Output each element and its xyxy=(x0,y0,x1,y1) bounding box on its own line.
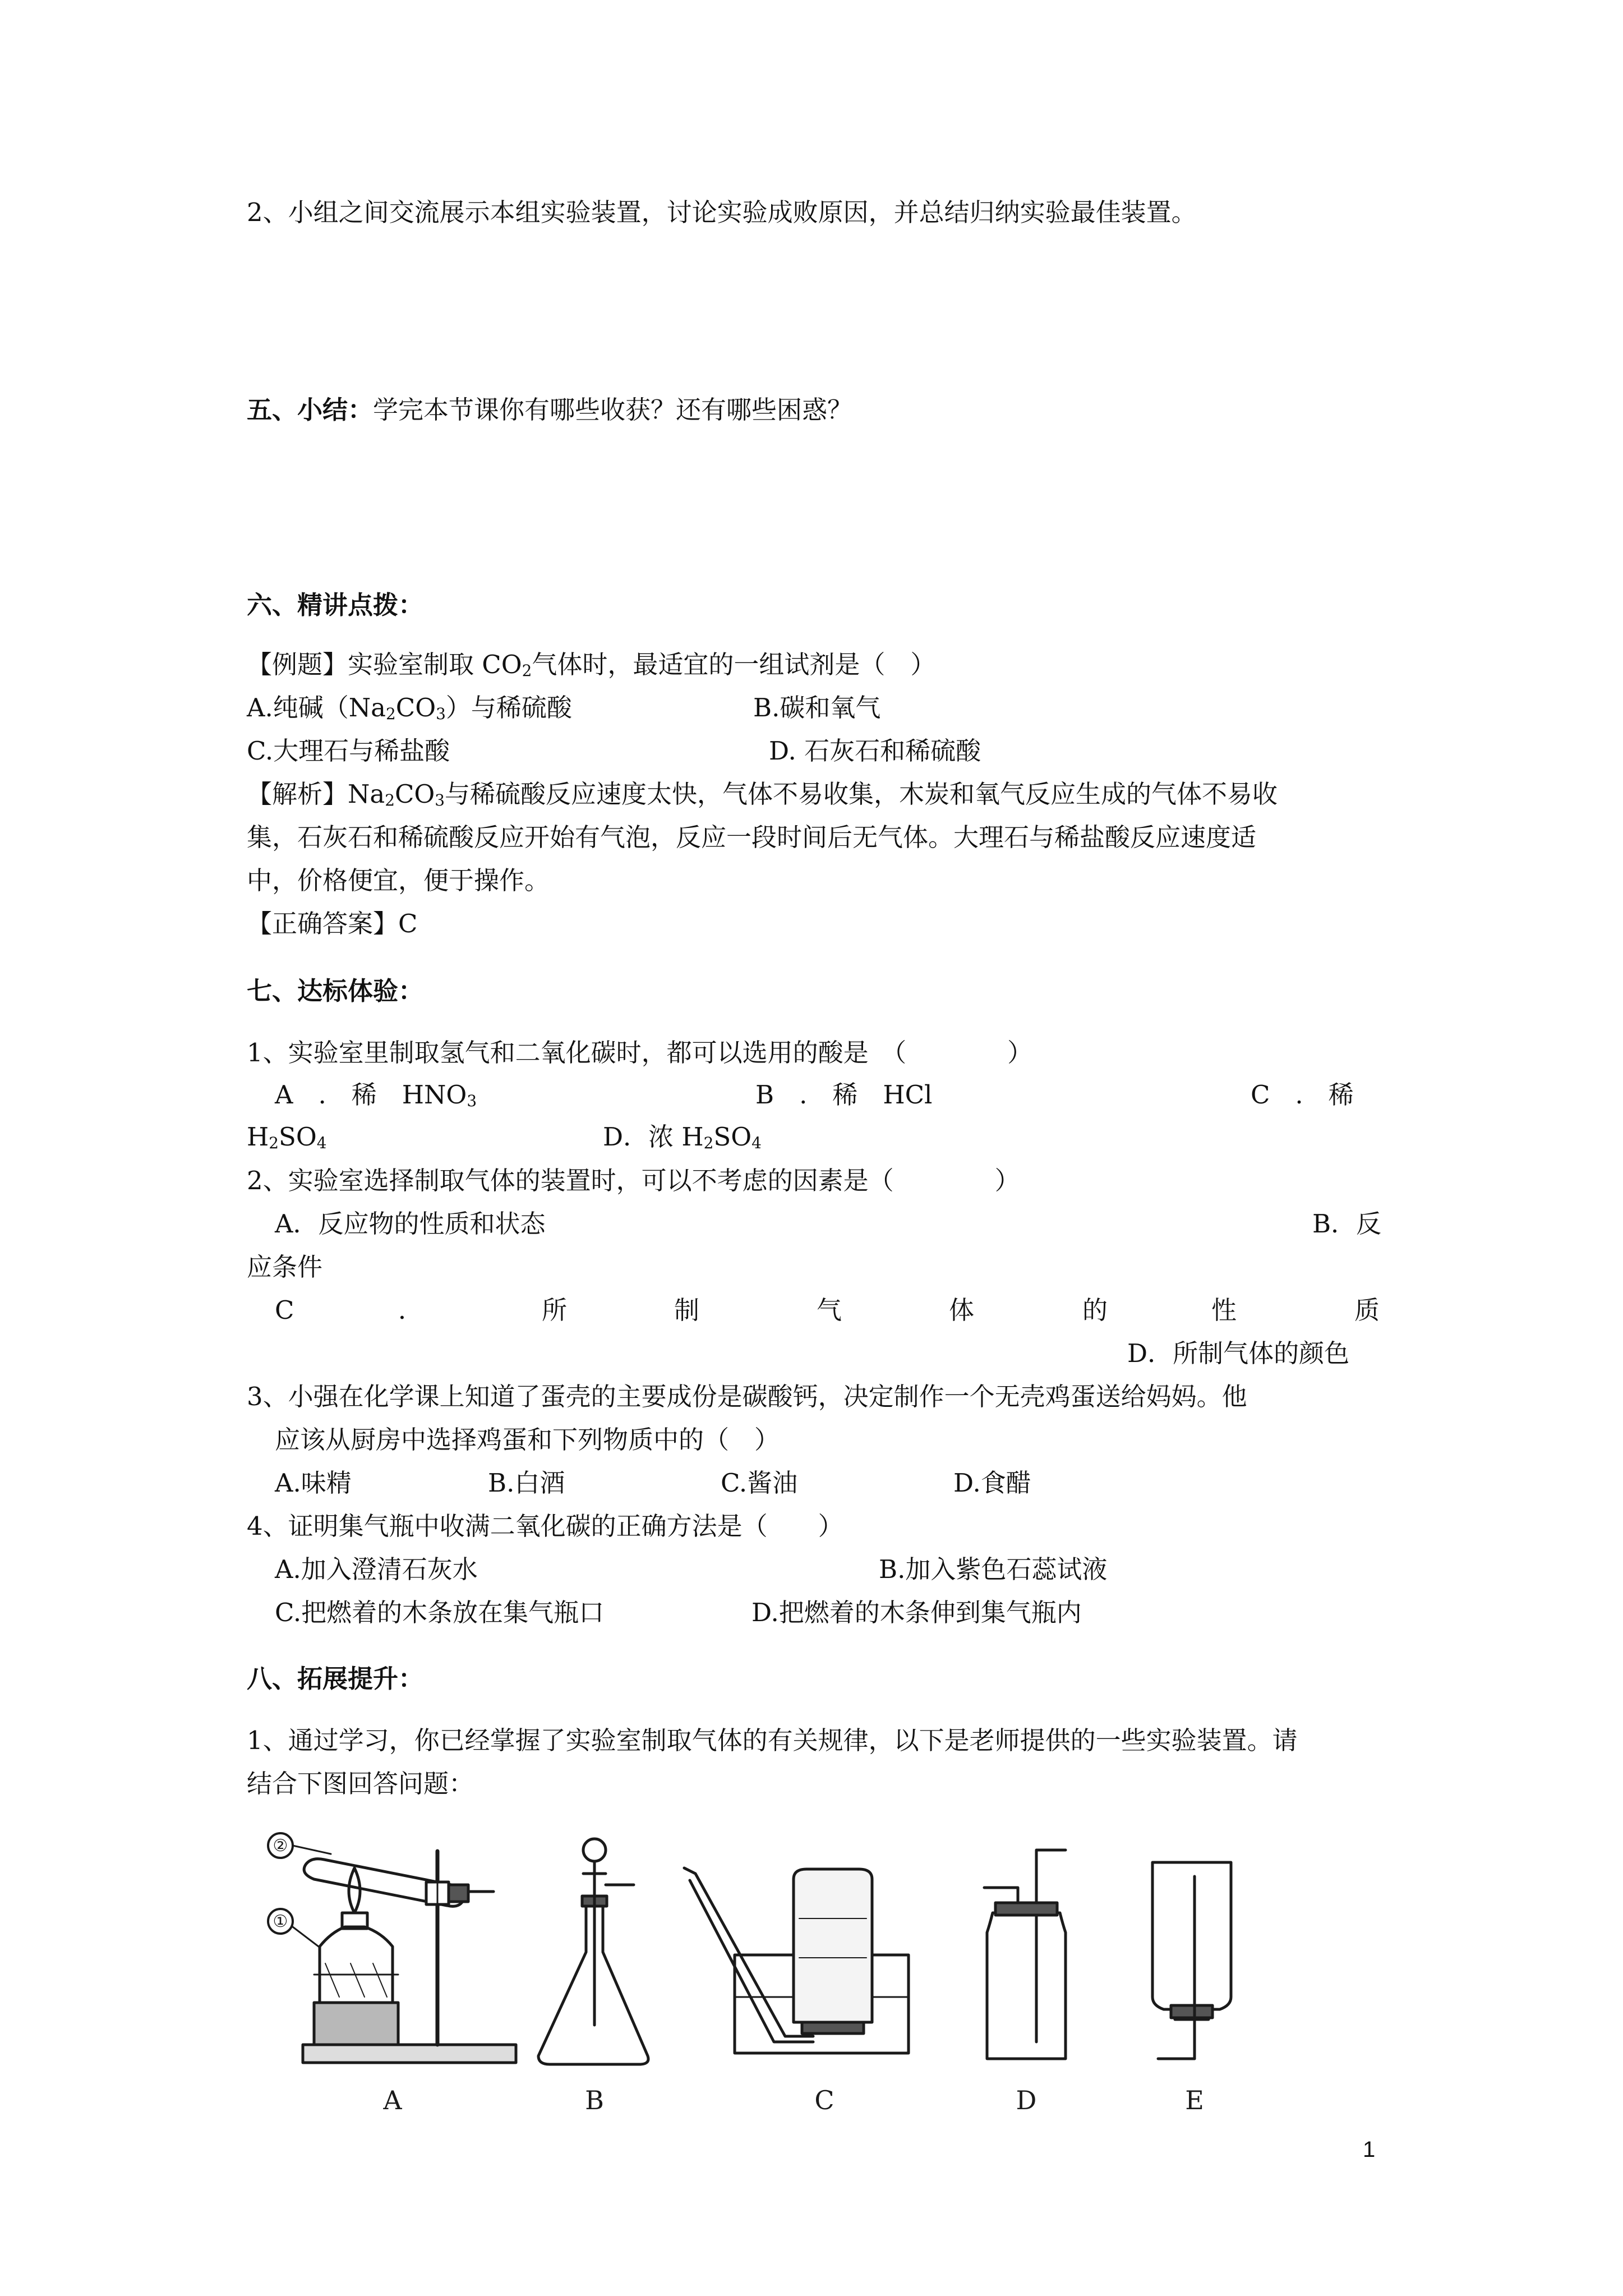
practice-q3-option-a: A.味精 xyxy=(275,1468,352,1498)
example-question-text: 【例题】实验室制取 CO xyxy=(247,650,522,679)
subscript: 2 xyxy=(269,1134,279,1153)
analysis-text: 与稀硫酸反应速度太快，气体不易收集，木炭和氧气反应生成的气体不易收 xyxy=(445,779,1278,809)
label-a: A xyxy=(383,2085,402,2115)
page-number: 1 xyxy=(1363,2137,1376,2162)
apparatus-c xyxy=(684,1868,909,2115)
label-e: E xyxy=(1185,2085,1204,2115)
correct-answer: 【正确答案】C xyxy=(247,909,418,938)
formula-text: SO xyxy=(279,1122,317,1152)
subscript: 4 xyxy=(316,1134,327,1153)
practice-q3-line-1: 3、小强在化学课上知道了蛋壳的主要成份是碳酸钙，决定制作一个无壳鸡蛋送给妈妈。他 xyxy=(247,1382,1247,1411)
extension-q1-line-1: 1、通过学习，你已经掌握了实验室制取气体的有关规律，以下是老师提供的一些实验装置。请 xyxy=(247,1726,1298,1755)
analysis-line-3: 中，价格便宜，便于操作。 xyxy=(247,866,550,895)
option-text: ）与稀硫酸 xyxy=(445,693,572,723)
practice-q4-option-d: D.把燃着的木条伸到集气瓶内 xyxy=(751,1598,1082,1627)
example-question-tail: 气体时，最适宜的一组试剂是（ ） xyxy=(532,650,936,679)
example-question xyxy=(247,650,935,680)
option-text: CO xyxy=(395,693,436,723)
practice-q2-option-b-cont: 应条件 xyxy=(247,1252,323,1282)
practice-q1-option-b: B . 稀 HCl xyxy=(755,1080,933,1110)
analysis-line-2: 集，石灰石和稀硫酸反应开始有气泡，反应一段时间后无气体。大理石与稀盐酸反应速度适 xyxy=(247,822,1257,852)
practice-q2-option-d: D．所制气体的颜色 xyxy=(1127,1338,1350,1368)
group-exchange-text: 2、小组之间交流展示本组实验装置，讨论实验成败原因，并总结归纳实验最佳装置。 xyxy=(247,197,1197,227)
practice-q2-option-c-9: 质 xyxy=(1354,1295,1380,1325)
practice-q3-option-d: D.食醋 xyxy=(953,1468,1031,1498)
lab-apparatus-figure xyxy=(247,1829,1324,2120)
practice-q2-option-c-6: 体 xyxy=(949,1295,975,1325)
example-option-b: B.碳和氧气 xyxy=(753,693,881,723)
practice-q4: 4、证明集气瓶中收满二氧化碳的正确方法是（ ） xyxy=(247,1511,843,1541)
subscript: 3 xyxy=(467,1092,477,1111)
subscript: 2 xyxy=(386,705,396,724)
option-text: D．浓 H xyxy=(603,1122,704,1152)
practice-q4-option-b: B.加入紫色石蕊试液 xyxy=(879,1554,1108,1584)
marker-1: ① xyxy=(273,1912,288,1931)
practice-q2-option-c-4: 制 xyxy=(674,1295,700,1325)
apparatus-a xyxy=(268,1833,516,2115)
apparatus-d xyxy=(984,1850,1066,2115)
practice-q3-option-b: B.白酒 xyxy=(488,1468,565,1498)
subscript: 3 xyxy=(435,791,445,810)
analysis-text: 【解析】Na xyxy=(247,779,385,809)
summary-line xyxy=(247,395,852,425)
practice-q1-option-c-formula xyxy=(247,1122,326,1153)
subscript: 2 xyxy=(385,791,395,810)
practice-q2-option-c-2: ． xyxy=(398,1295,424,1325)
practice-q3-option-c: C.酱油 xyxy=(721,1468,798,1498)
practice-heading: 七、达标体验： xyxy=(247,976,424,1006)
practice-q1-option-c: C . 稀 xyxy=(1251,1080,1354,1110)
practice-q3-line-2: 应该从厨房中选择鸡蛋和下列物质中的（ ） xyxy=(275,1425,780,1455)
analysis-text: CO xyxy=(394,779,435,809)
option-text: A.纯碱（Na xyxy=(247,693,386,723)
practice-q2-option-c-5: 气 xyxy=(817,1295,842,1325)
extension-q1-line-2: 结合下图回答问题： xyxy=(247,1769,474,1798)
practice-q1-option-d xyxy=(603,1122,762,1153)
marker-2: ② xyxy=(273,1836,288,1856)
practice-q1-option-a xyxy=(275,1080,477,1111)
practice-q4-option-c: C.把燃着的木条放在集气瓶口 xyxy=(275,1598,605,1627)
subscript: 2 xyxy=(703,1134,714,1153)
practice-q1: 1、实验室里制取氢气和二氧化碳时，都可以选用的酸是 （ ） xyxy=(247,1038,1033,1068)
example-option-d: D. 石灰石和稀硫酸 xyxy=(769,736,981,766)
apparatus-b xyxy=(538,1839,648,2115)
example-option-c: C.大理石与稀盐酸 xyxy=(247,736,450,766)
practice-q2-option-b: B．反 xyxy=(1312,1209,1382,1239)
analysis-line-1 xyxy=(247,779,1278,810)
practice-q2-option-c-1: C xyxy=(275,1295,294,1325)
practice-q2-option-c-7: 的 xyxy=(1082,1295,1108,1325)
subscript: 4 xyxy=(751,1134,762,1153)
practice-q2: 2、实验室选择制取气体的装置时，可以不考虑的因素是（ ） xyxy=(247,1166,1020,1195)
label-c: C xyxy=(814,2085,834,2115)
summary-heading: 五、小结： xyxy=(247,395,374,425)
apparatus-e xyxy=(1152,1862,1231,2115)
extension-heading: 八、拓展提升： xyxy=(247,1664,424,1694)
option-text: SO xyxy=(713,1122,752,1152)
practice-q2-option-c-8: 性 xyxy=(1211,1295,1237,1325)
practice-q4-option-a: A.加入澄清石灰水 xyxy=(275,1554,478,1584)
option-text: A . 稀 HNO xyxy=(275,1080,467,1110)
formula-text: H xyxy=(247,1122,269,1152)
explanation-heading: 六、精讲点拨： xyxy=(247,590,424,620)
example-option-a xyxy=(247,693,572,724)
summary-text: 学完本节课你有哪些收获？还有哪些困惑？ xyxy=(373,395,853,425)
label-b: B xyxy=(585,2085,604,2115)
practice-q2-option-c-3: 所 xyxy=(542,1295,568,1325)
subscript: 3 xyxy=(436,705,446,724)
practice-q2-option-a: A．反应物的性质和状态 xyxy=(275,1209,546,1239)
label-d: D xyxy=(1016,2085,1037,2115)
subscript: 2 xyxy=(522,661,532,680)
